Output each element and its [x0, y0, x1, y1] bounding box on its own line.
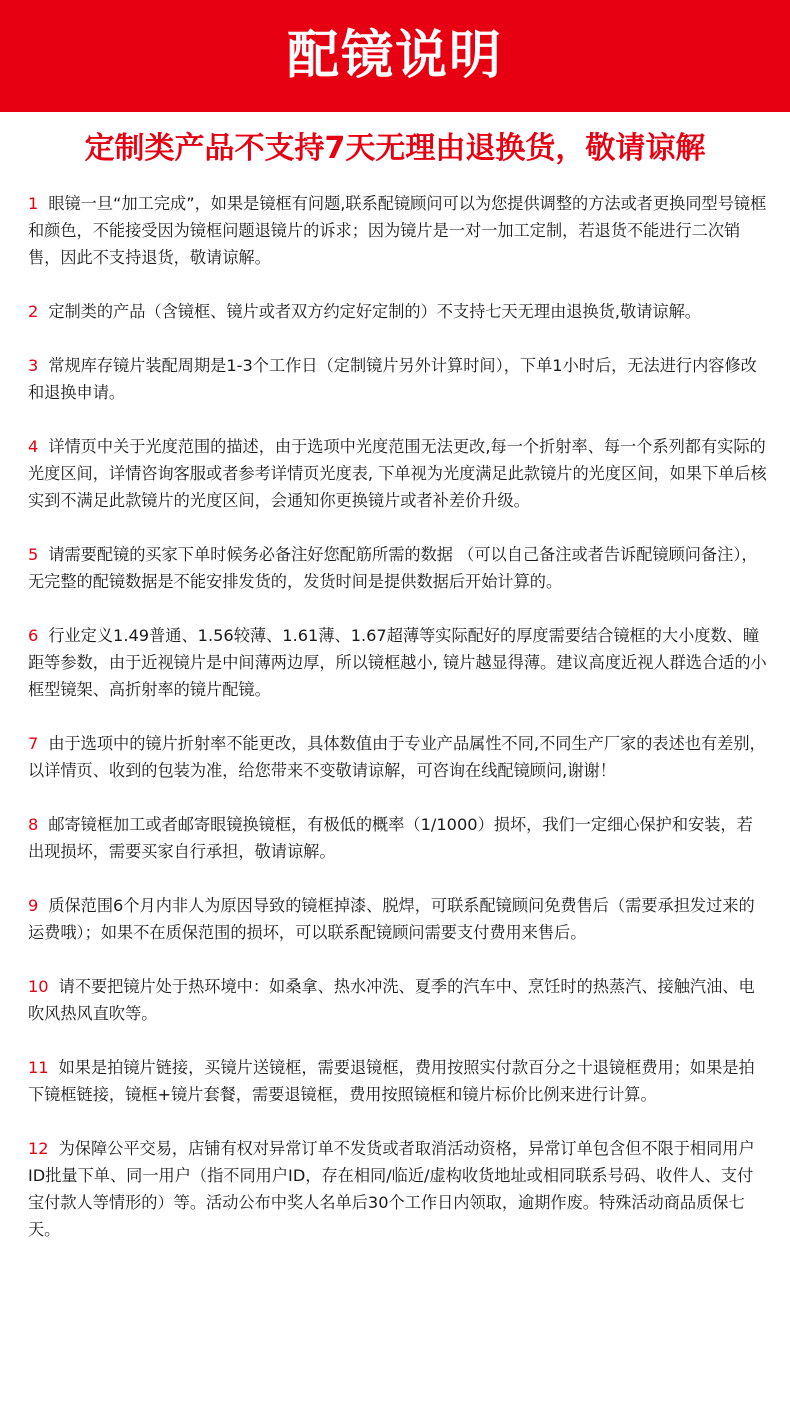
note-text: 定制类的产品（含镜框、镜片或者双方约定好定制的）不支持七天无理由退换货,敬请谅解。: [48, 302, 701, 321]
note-item: [28, 352, 768, 406]
note-text: 详情页中关于光度范围的描述，由于选项中光度范围无法更改,每一个折射率、每一个系列都有实际的光度区间，详情咨询客服或者参考详情页光度表, 下单视为光度满足此款镜片的光度区间，如果下单后核实到不满足此款镜片的光度区间，会通知你更换镜片或者补差价升级。: [28, 437, 767, 510]
page-title: 配镜说明: [286, 26, 503, 86]
note-item: [28, 1135, 768, 1243]
note-item: [28, 730, 768, 784]
note-number: 9: [28, 896, 39, 915]
note-number: 3: [28, 356, 39, 375]
note-item: [28, 190, 768, 271]
note-number: 1: [28, 194, 39, 213]
notes-list: [0, 190, 790, 1243]
note-number: 7: [28, 734, 39, 753]
no-return-notice: 定制类产品不支持7天无理由退换货，敬请谅解: [84, 131, 706, 166]
note-text: 质保范围6个月内非人为原因导致的镜框掉漆、脱焊，可联系配镜顾问免费售后（需要承担发过来的运费哦）；如果不在质保范围的损坏，可以联系配镜顾问需要支付费用来售后。: [28, 896, 755, 942]
note-text: 为保障公平交易，店铺有权对异常订单不发货或者取消活动资格，异常订单包含但不限于相同用户ID批量下单、同一用户（指不同用户ID，存在相同/临近/虚构收货地址或相同联系号码、收件人、支付宝付款人等情形的）等。活动公布中奖人名单后30个工作日内领取，逾期作废。特殊活动商品质保七天。: [28, 1139, 755, 1239]
note-text: 行业定义1.49普通、1.56较薄、1.61薄、1.67超薄等实际配好的厚度需要结合镜框的大小度数、瞳距等参数，由于近视镜片是中间薄两边厚，所以镜框越小, 镜片越显得薄。建议高度近视人群选合适的小框型镜架、高折射率的镜片配镜。: [28, 626, 767, 699]
note-number: 4: [28, 437, 39, 456]
note-item: [28, 622, 768, 703]
note-number: 10: [28, 977, 49, 996]
note-item: [28, 973, 768, 1027]
note-text: 由于选项中的镜片折射率不能更改，具体数值由于专业产品属性不同,不同生产厂家的表述也有差别，以详情页、收到的包装为准，给您带来不变敬请谅解，可咨询在线配镜顾问,谢谢！: [28, 734, 766, 780]
note-text: 请需要配镜的买家下单时候务必备注好您配筋所需的数据 （可以自己备注或者告诉配镜顾问备注），无完整的配镜数据是不能安排发货的，发货时间是提供数据后开始计算的。: [28, 545, 758, 591]
note-item: [28, 811, 768, 865]
note-number: 5: [28, 545, 39, 564]
note-text: 眼镜一旦“加工完成”，如果是镜框有问题,联系配镜顾问可以为您提供调整的方法或者更换同型号镜框和颜色，不能接受因为镜框问题退镜片的诉求；因为镜片是一对一加工定制，若退货不能进行二次销售，因此不支持退货，敬请谅解。: [28, 194, 767, 267]
note-text: 如果是拍镜片链接，买镜片送镜框，需要退镜框，费用按照实付款百分之十退镜框费用；如果是拍下镜框链接，镜框+镜片套餐，需要退镜框，费用按照镜框和镜片标价比例来进行计算。: [28, 1058, 755, 1104]
note-item: [28, 541, 768, 595]
note-text: 常规库存镜片装配周期是1-3个工作日（定制镜片另外计算时间），下单1小时后，无法进行内容修改和退换申请。: [28, 356, 757, 402]
note-item: [28, 892, 768, 946]
note-number: 11: [28, 1058, 49, 1077]
note-text: 请不要把镜片处于热环境中：如桑拿、热水冲洗、夏季的汽车中、烹饪时的热蒸汽、接触汽油、电吹风热风直吹等。: [28, 977, 755, 1023]
note-number: 2: [28, 302, 39, 321]
note-item: [28, 1054, 768, 1108]
note-number: 12: [28, 1139, 49, 1158]
title-banner: [0, 0, 790, 112]
note-number: 6: [28, 626, 39, 645]
note-item: [28, 298, 768, 325]
note-number: 8: [28, 815, 39, 834]
note-text: 邮寄镜框加工或者邮寄眼镜换镜框，有极低的概率（1/1000）损坏，我们一定细心保护和安装，若出现损坏，需要买家自行承担，敬请谅解。: [28, 815, 753, 861]
note-item: [28, 433, 768, 514]
